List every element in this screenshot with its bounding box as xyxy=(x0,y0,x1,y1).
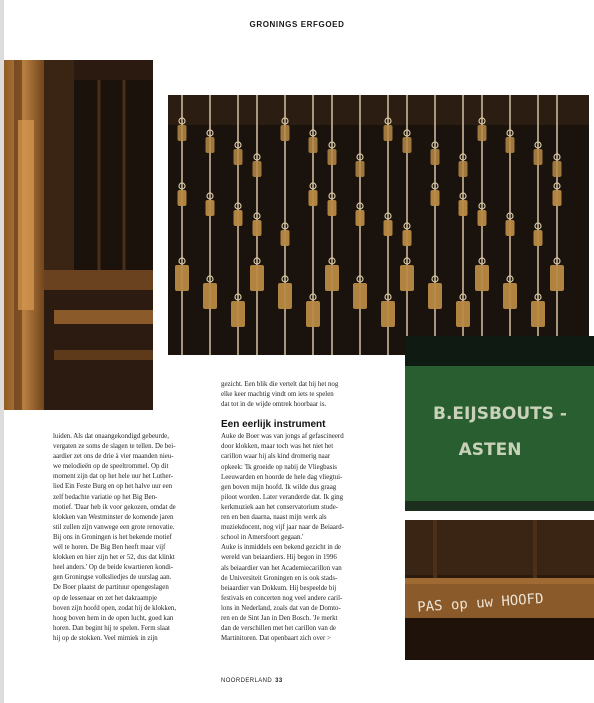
plate-text-maker: B.EIJSBOUTS - xyxy=(433,404,567,424)
left-line-16: op de lessenaar en zet het dakraampje xyxy=(53,594,158,602)
left-line-9: stil zullen zijn vanwege een grote renovatie. xyxy=(53,523,175,531)
right-line-16: festivals en concerten nog veel andere caril- xyxy=(221,594,343,602)
right-line-14: de Universiteit Groningen en is ook stads- xyxy=(221,574,338,582)
plate-text-place: ASTEN xyxy=(458,440,522,460)
right-intro-line-2: dat tot in de wijde omtrek hoorbaar is. xyxy=(221,401,327,409)
article-column-right xyxy=(221,380,396,644)
left-line-17: boven zijn hoofd open, zodat hij de klokken, xyxy=(53,604,177,612)
right-line-10: school in Amersfoort gegaan.' xyxy=(221,534,304,542)
right-line-6: piloot worden. Later veranderde dat. Ik ging xyxy=(221,493,344,501)
right-line-2: carillon waar hij als kind dromerig naar xyxy=(221,453,331,461)
right-line-4: Leeuwarden en hoorde de hele dag vliegtui- xyxy=(221,473,343,481)
right-line-0: Auke de Boer was van jongs af gefascineerd xyxy=(221,433,344,441)
magazine-name: NOORDERLAND xyxy=(221,678,273,684)
left-line-12: klokken en hier zijn het er 52, dus dat klinkt xyxy=(53,554,175,562)
right-line-17: lons in Nederland, zoals dat van de Domto- xyxy=(221,604,341,612)
section-title: GRONINGS ERFGOED xyxy=(249,20,345,29)
bell-wires-photo xyxy=(168,95,589,355)
left-line-15: De Boer plaatst de partituur opengeslagen xyxy=(53,584,169,592)
left-line-11: wél te horen. De Big Ben heeft maar vijf xyxy=(53,544,166,552)
right-line-11: Auke is inmiddels een bekend gezicht in de xyxy=(221,544,341,552)
left-line-5: lied Ein Feste Burg en op het halve uur een xyxy=(53,483,173,491)
chalk-text: PAS op uw HOOFD xyxy=(416,590,545,616)
page-footer xyxy=(221,678,283,684)
right-intro-line-1: elke keer machtig vindt om iets te spelen xyxy=(221,391,334,399)
right-line-15: beiaardier van Dokkum. Hij bespeelde bij xyxy=(221,584,337,592)
right-line-18: ren en de Sint Jan in Den Bosch. 'Je merkt xyxy=(221,614,338,622)
wooden-keyboard-photo xyxy=(4,60,153,410)
pas-op-beam-photo xyxy=(405,520,594,660)
left-line-10: Bij ons in Groningen is het bekende motief xyxy=(53,533,172,541)
right-line-19: dan de verschillen met het carillon van de xyxy=(221,625,336,633)
right-line-8: ren en ben daarna, naast mijn werk als xyxy=(221,514,327,522)
right-intro-line-0: gezicht. Een blik die vertelt dat hij het nog xyxy=(221,381,339,388)
article-column-left xyxy=(53,432,218,644)
right-line-12: wereld van beiaardiers. Hij begon in 1996 xyxy=(221,554,337,562)
left-line-20: hij op de stokken. Veel mimiek in zijn xyxy=(53,634,158,642)
right-line-7: kerkmuziek aan het conservatorium stude- xyxy=(221,503,339,511)
left-line-2: aardier zet ons de drie à vier maanden nieu- xyxy=(53,453,174,461)
left-line-18: hoog boven hem in de open lucht, goed kan xyxy=(53,614,174,622)
right-line-13: als beiaardier van het Academiecarillon van xyxy=(221,564,342,572)
right-line-3: opkeek: 'Ik groeide op nabij de Vliegbasis xyxy=(221,463,337,471)
left-line-4: moment zijn dat op het hele uur het Luther- xyxy=(53,473,174,481)
page-number: 33 xyxy=(275,678,283,684)
left-line-1: vergaten ze soms de slagen te tellen. De bei- xyxy=(53,443,176,451)
left-line-8: klokken van Westminster de komende jaren xyxy=(53,513,174,521)
left-line-14: gen Groningse volksliedjes de uurslag aan. xyxy=(53,574,172,582)
right-line-5: gen boven mijn hoofd. Ik wilde dus graag xyxy=(221,483,337,491)
right-line-20: Martinitoren. Dat openbaart zich over > xyxy=(221,635,331,643)
left-line-13: heel anders.' Op de beide kwartieren kondi- xyxy=(53,564,174,572)
right-line-9: muziekdocent, nog vijf jaar naar de Beiaard- xyxy=(221,524,345,532)
left-line-3: we melodieën op de speeltrommel. Op dit xyxy=(53,463,169,471)
left-line-6: zelf bedachte variatie op het Big Ben- xyxy=(53,493,158,501)
left-line-0: luiden. Als dat onaangekondigd gebeurde, xyxy=(53,433,169,440)
left-line-7: motief. 'Daar heb ik voor gekozen, omdat de xyxy=(53,503,176,511)
green-bell-plate-photo xyxy=(405,336,594,511)
subheading: Een eerlijk instrument xyxy=(221,419,326,431)
left-line-19: horen. Dan begint hij te spelen. Ferm slaat xyxy=(53,624,170,632)
right-line-1: door klokken, maar toch was het niet het xyxy=(221,443,334,451)
